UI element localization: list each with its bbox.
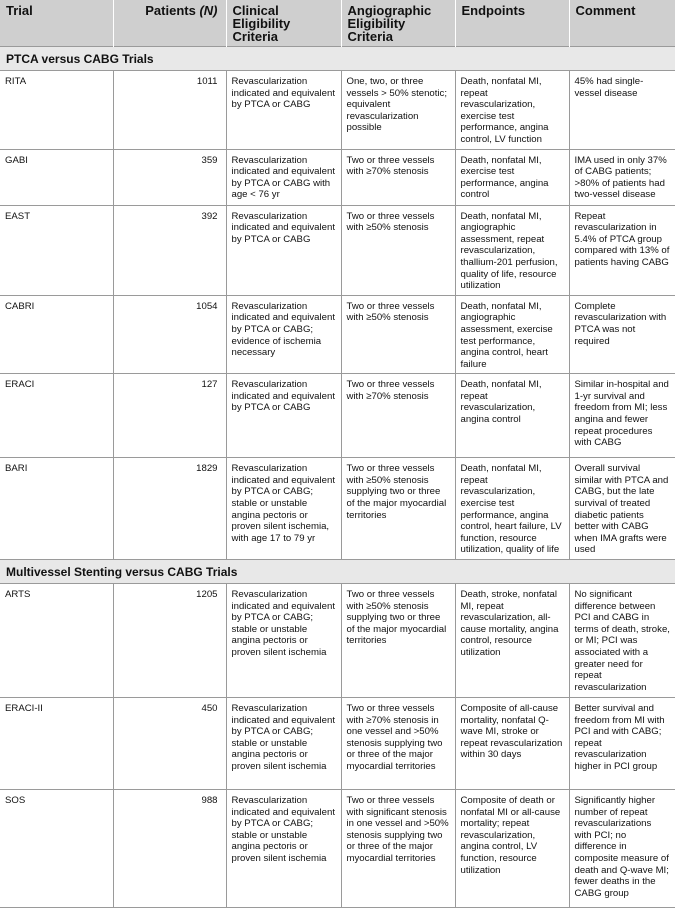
table-cell-angiographic-criteria: Two or three vessels with ≥70% stenosis: [341, 374, 455, 458]
table-cell-clinical-criteria: Revascularization indicated and equivalent by PTCA or CABG: [226, 71, 341, 150]
table-cell-angiographic-criteria: One, two, or three vessels > 50% stenotic; equivalent revascularization possible: [341, 71, 455, 150]
table-cell-trial: RITA: [0, 71, 113, 150]
section-title: Multivessel Stenting versus CABG Trials: [0, 560, 675, 584]
header-endpoints: Endpoints: [455, 0, 569, 47]
table-cell-comment: Better survival and freedom from MI with PCI and with CABG; repeat revascularization higher in PCI group: [569, 698, 675, 790]
table-cell-endpoints: Death, stroke, nonfatal MI, repeat revascularization, all-cause mortality, angina control, resource utilization: [455, 584, 569, 698]
table-cell-endpoints: Death, nonfatal MI, angiographic assessment, repeat revascularization, thallium-201 perfusion, quality of life, resource utilization: [455, 205, 569, 295]
table-cell-angiographic-criteria: Two or three vessels with ≥70% stenosis in one vessel and >50% stenosis supplying two or three of the major myocardial territories: [341, 698, 455, 790]
table-header: [0, 0, 675, 47]
section-title: PTCA versus CABG Trials: [0, 47, 675, 71]
table-cell-angiographic-criteria: Two or three vessels with ≥50% stenosis supplying two or three of the major myocardial territories: [341, 458, 455, 560]
table-cell-angiographic-criteria: Two or three vessels with ≥50% stenosis supplying two or three of the major myocardial territories: [341, 584, 455, 698]
table-cell-patients: 1011: [113, 71, 226, 150]
table-cell-endpoints: Composite of death or nonfatal MI or all-cause mortality; repeat revascularization, angina control, LV function, resource utilization: [455, 790, 569, 908]
table-cell-comment: Overall survival similar with PTCA and CABG, but the late survival of treated diabetic patients better with CABG when IMA grafts were used: [569, 458, 675, 560]
table-cell-patients: 1205: [113, 584, 226, 698]
table-cell-comment: Similar in-hospital and 1-yr survival and freedom from MI; less angina and fewer repeat procedures with CABG: [569, 374, 675, 458]
table-cell-patients: 450: [113, 698, 226, 790]
header-patients-label: Patients: [145, 3, 200, 18]
table-row: [0, 374, 675, 458]
table-cell-endpoints: Death, nonfatal MI, repeat revascularization, angina control: [455, 374, 569, 458]
table-cell-trial: BARI: [0, 458, 113, 560]
table-cell-endpoints: Death, nonfatal MI, exercise test performance, angina control: [455, 149, 569, 205]
table-cell-clinical-criteria: Revascularization indicated and equivalent by PTCA or CABG: [226, 205, 341, 295]
table-cell-trial: GABI: [0, 149, 113, 205]
table-cell-comment: No significant difference between PCI and CABG in terms of death, stroke, or MI; PCI was associated with a greater need for repeat revascularization: [569, 584, 675, 698]
table-cell-endpoints: Death, nonfatal MI, repeat revascularization, exercise test performance, angina control, heart failure, LV function, resource utilization, quality of life: [455, 458, 569, 560]
table-row: [0, 584, 675, 698]
header-angiographic-criteria: Angiographic Eligibility Criteria: [341, 0, 455, 47]
table-cell-clinical-criteria: Revascularization indicated and equivalent by PTCA or CABG with age < 76 yr: [226, 149, 341, 205]
table-cell-comment: IMA used in only 37% of CABG patients; >80% of patients had two-vessel disease: [569, 149, 675, 205]
table-cell-endpoints: Composite of all-cause mortality, nonfatal Q-wave MI, stroke or repeat revascularization within 30 days: [455, 698, 569, 790]
table-cell-patients: 359: [113, 149, 226, 205]
header-trial: Trial: [0, 0, 113, 47]
table-cell-patients: 1829: [113, 458, 226, 560]
table-cell-patients: 988: [113, 790, 226, 908]
table-cell-trial: ERACI: [0, 374, 113, 458]
table-cell-trial: ERACI-II: [0, 698, 113, 790]
table-row: [0, 71, 675, 150]
table-cell-clinical-criteria: Revascularization indicated and equivalent by PTCA or CABG; stable or unstable angina pectoris or proven silent ischemia: [226, 790, 341, 908]
section-row: [0, 47, 675, 71]
table-cell-clinical-criteria: Revascularization indicated and equivalent by PTCA or CABG: [226, 374, 341, 458]
table-cell-clinical-criteria: Revascularization indicated and equivalent by PTCA or CABG; stable or unstable angina pectoris or proven silent ischemia, with age 17 to 79 yr: [226, 458, 341, 560]
header-patients: [113, 0, 226, 47]
table-cell-patients: 127: [113, 374, 226, 458]
table-cell-clinical-criteria: Revascularization indicated and equivalent by PTCA or CABG; stable or unstable angina pectoris or proven silent ischemia: [226, 698, 341, 790]
table-cell-angiographic-criteria: Two or three vessels with ≥50% stenosis: [341, 205, 455, 295]
table-cell-patients: 1054: [113, 295, 226, 374]
header-patients-unit: (N): [199, 3, 218, 18]
table-body: [0, 47, 675, 908]
table-row: [0, 149, 675, 205]
table-cell-comment: Significantly higher number of repeat revascularizations with PCI; no difference in composite measure of death and Q-wave MI; fewer deaths in the CABG group: [569, 790, 675, 908]
table-cell-endpoints: Death, nonfatal MI, angiographic assessment, exercise test performance, angina control, heart failure: [455, 295, 569, 374]
table-cell-clinical-criteria: Revascularization indicated and equivalent by PTCA or CABG; evidence of ischemia necessary: [226, 295, 341, 374]
header-clinical-criteria: Clinical Eligibility Criteria: [226, 0, 341, 47]
table-cell-angiographic-criteria: Two or three vessels with significant stenosis in one vessel and >50% stenosis supplying two or three of the major myocardial territories: [341, 790, 455, 908]
table-row: [0, 790, 675, 908]
table-cell-trial: ARTS: [0, 584, 113, 698]
table-cell-patients: 392: [113, 205, 226, 295]
table-cell-comment: Repeat revascularization in 5.4% of PTCA group compared with 13% of patients having CABG: [569, 205, 675, 295]
table-row: [0, 295, 675, 374]
table-cell-trial: CABRI: [0, 295, 113, 374]
table-cell-comment: 45% had single-vessel disease: [569, 71, 675, 150]
table-cell-trial: SOS: [0, 790, 113, 908]
table-row: [0, 205, 675, 295]
header-comment: Comment: [569, 0, 675, 47]
table-row: [0, 698, 675, 790]
table-cell-comment: Complete revascularization with PTCA was not required: [569, 295, 675, 374]
table-cell-endpoints: Death, nonfatal MI, repeat revascularization, exercise test performance, angina control, LV function: [455, 71, 569, 150]
table-cell-angiographic-criteria: Two or three vessels with ≥70% stenosis: [341, 149, 455, 205]
table-cell-clinical-criteria: Revascularization indicated and equivalent by PTCA or CABG; stable or unstable angina pectoris or proven silent ischemia: [226, 584, 341, 698]
table-cell-angiographic-criteria: Two or three vessels with ≥50% stenosis: [341, 295, 455, 374]
section-row: [0, 560, 675, 584]
table-row: [0, 458, 675, 560]
table-cell-trial: EAST: [0, 205, 113, 295]
